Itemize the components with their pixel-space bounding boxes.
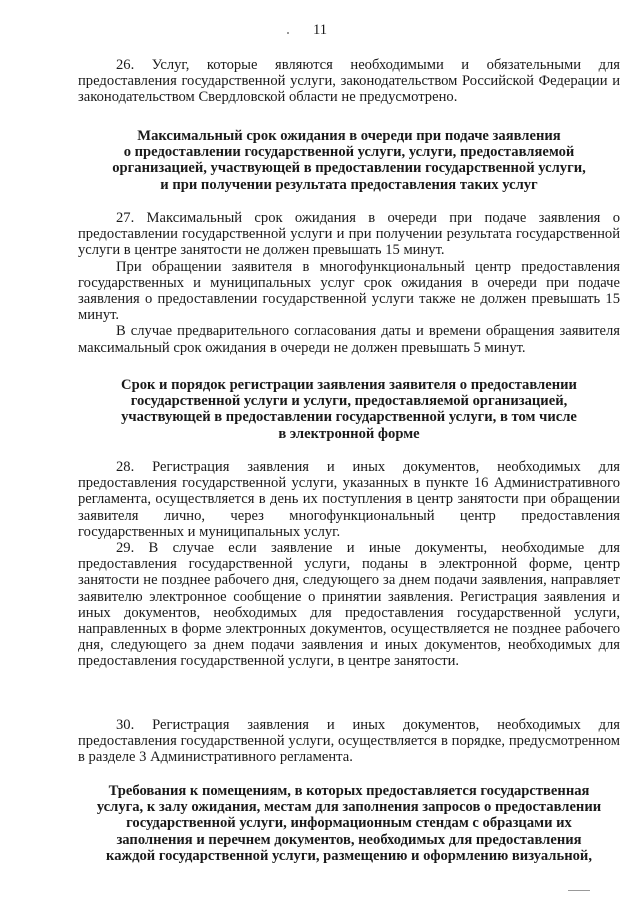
paragraph-26-block [78, 57, 620, 106]
paragraph-27-mfc: При обращении заявителя в многофункциональный центр предоставления государственных и муниципальных услуг срок ожидания в очереди при подаче заявления о предоставлении государственной услуги также не должен превышать 15 минут. [78, 258, 620, 324]
heading-premises [78, 783, 620, 864]
scan-speck [568, 890, 590, 891]
heading-line: организацией, участвующей в предоставлении государственной услуги, [112, 160, 586, 177]
heading-line: Максимальный срок ожидания в очереди при подаче заявления [137, 128, 561, 144]
paragraph-26: 26. Услуг, которые являются необходимыми и обязательными для предоставления государственной услуги, законодательством Российской Федерации и законодательством Свердловской области не предусмотрено. [78, 57, 620, 106]
heading-line: и при получении результата предоставления таких услуг [160, 176, 538, 193]
heading-line: в электронной форме [278, 425, 420, 442]
heading-line: услуга, к залу ожидания, местам для заполнения запросов о предоставлении [96, 799, 602, 816]
scan-speck [287, 32, 289, 34]
paragraph-29: 29. В случае если заявление и иные документы, необходимые для предоставления государственной услуги, поданы в электронной форме, центр занятости не позднее рабочего дня, следующего за днем подачи заявления, направляет заявителю электронное сообщение о принятии заявления. Регистрация заявления и иных документов, необходимых для предоставления государственной услуги, направленных в форме электронных документов, осуществляется не позднее рабочего дня, следующего за днем подачи заявления и иных документов, необходимых для предоставления государственной услуги, в центре занятости. [78, 540, 620, 670]
section-registration [78, 459, 620, 670]
heading-line: государственной услуги, информационным стендам с образцами их [126, 815, 572, 832]
heading-registration [78, 377, 620, 442]
page-number: 11 [312, 22, 328, 38]
heading-line: заполнения и перечнем документов, необходимых для предоставления [116, 831, 582, 848]
heading-line: участвующей в предоставлении государственной услуги, в том числе [121, 409, 577, 426]
heading-line: о предоставлении государственной услуги, услуги, предоставляемой [123, 144, 575, 161]
paragraph-27: 27. Максимальный срок ожидания в очереди при подаче заявления о предоставлении государственной услуги и при получении результата государственной услуги в центре занятости не должен превышать 15 минут. [78, 210, 620, 259]
heading-line: Требования к помещениям, в которых предоставляется государственная [108, 783, 590, 799]
paragraph-28: 28. Регистрация заявления и иных документов, необходимых для предоставления государственной услуги, указанных в пункте 16 Административного регламента, осуществляется в день их поступления в центр занятости при обращении заявителя лично, через многофункциональный центр предоставления государственных и муниципальных услуг. [78, 459, 620, 540]
paragraph-27-appointment: В случае предварительного согласования даты и времени обращения заявителя максимальный срок ожидания в очереди не должен превышать 5 минут. [78, 323, 620, 356]
heading-line: каждой государственной услуги, размещению и оформлению визуальной, [106, 847, 592, 864]
heading-waiting-time [78, 128, 620, 193]
section-waiting-time [78, 210, 620, 356]
paragraph-30: 30. Регистрация заявления и иных документов, необходимых для предоставления государственной услуги, осуществляется в порядке, предусмотренном в разделе 3 Административного регламента. [78, 717, 620, 766]
heading-line: государственной услуги и услуги, предоставляемой организацией, [130, 393, 568, 410]
section-registration-order [78, 717, 620, 766]
heading-line: Срок и порядок регистрации заявления заявителя о предоставлении [121, 377, 577, 393]
